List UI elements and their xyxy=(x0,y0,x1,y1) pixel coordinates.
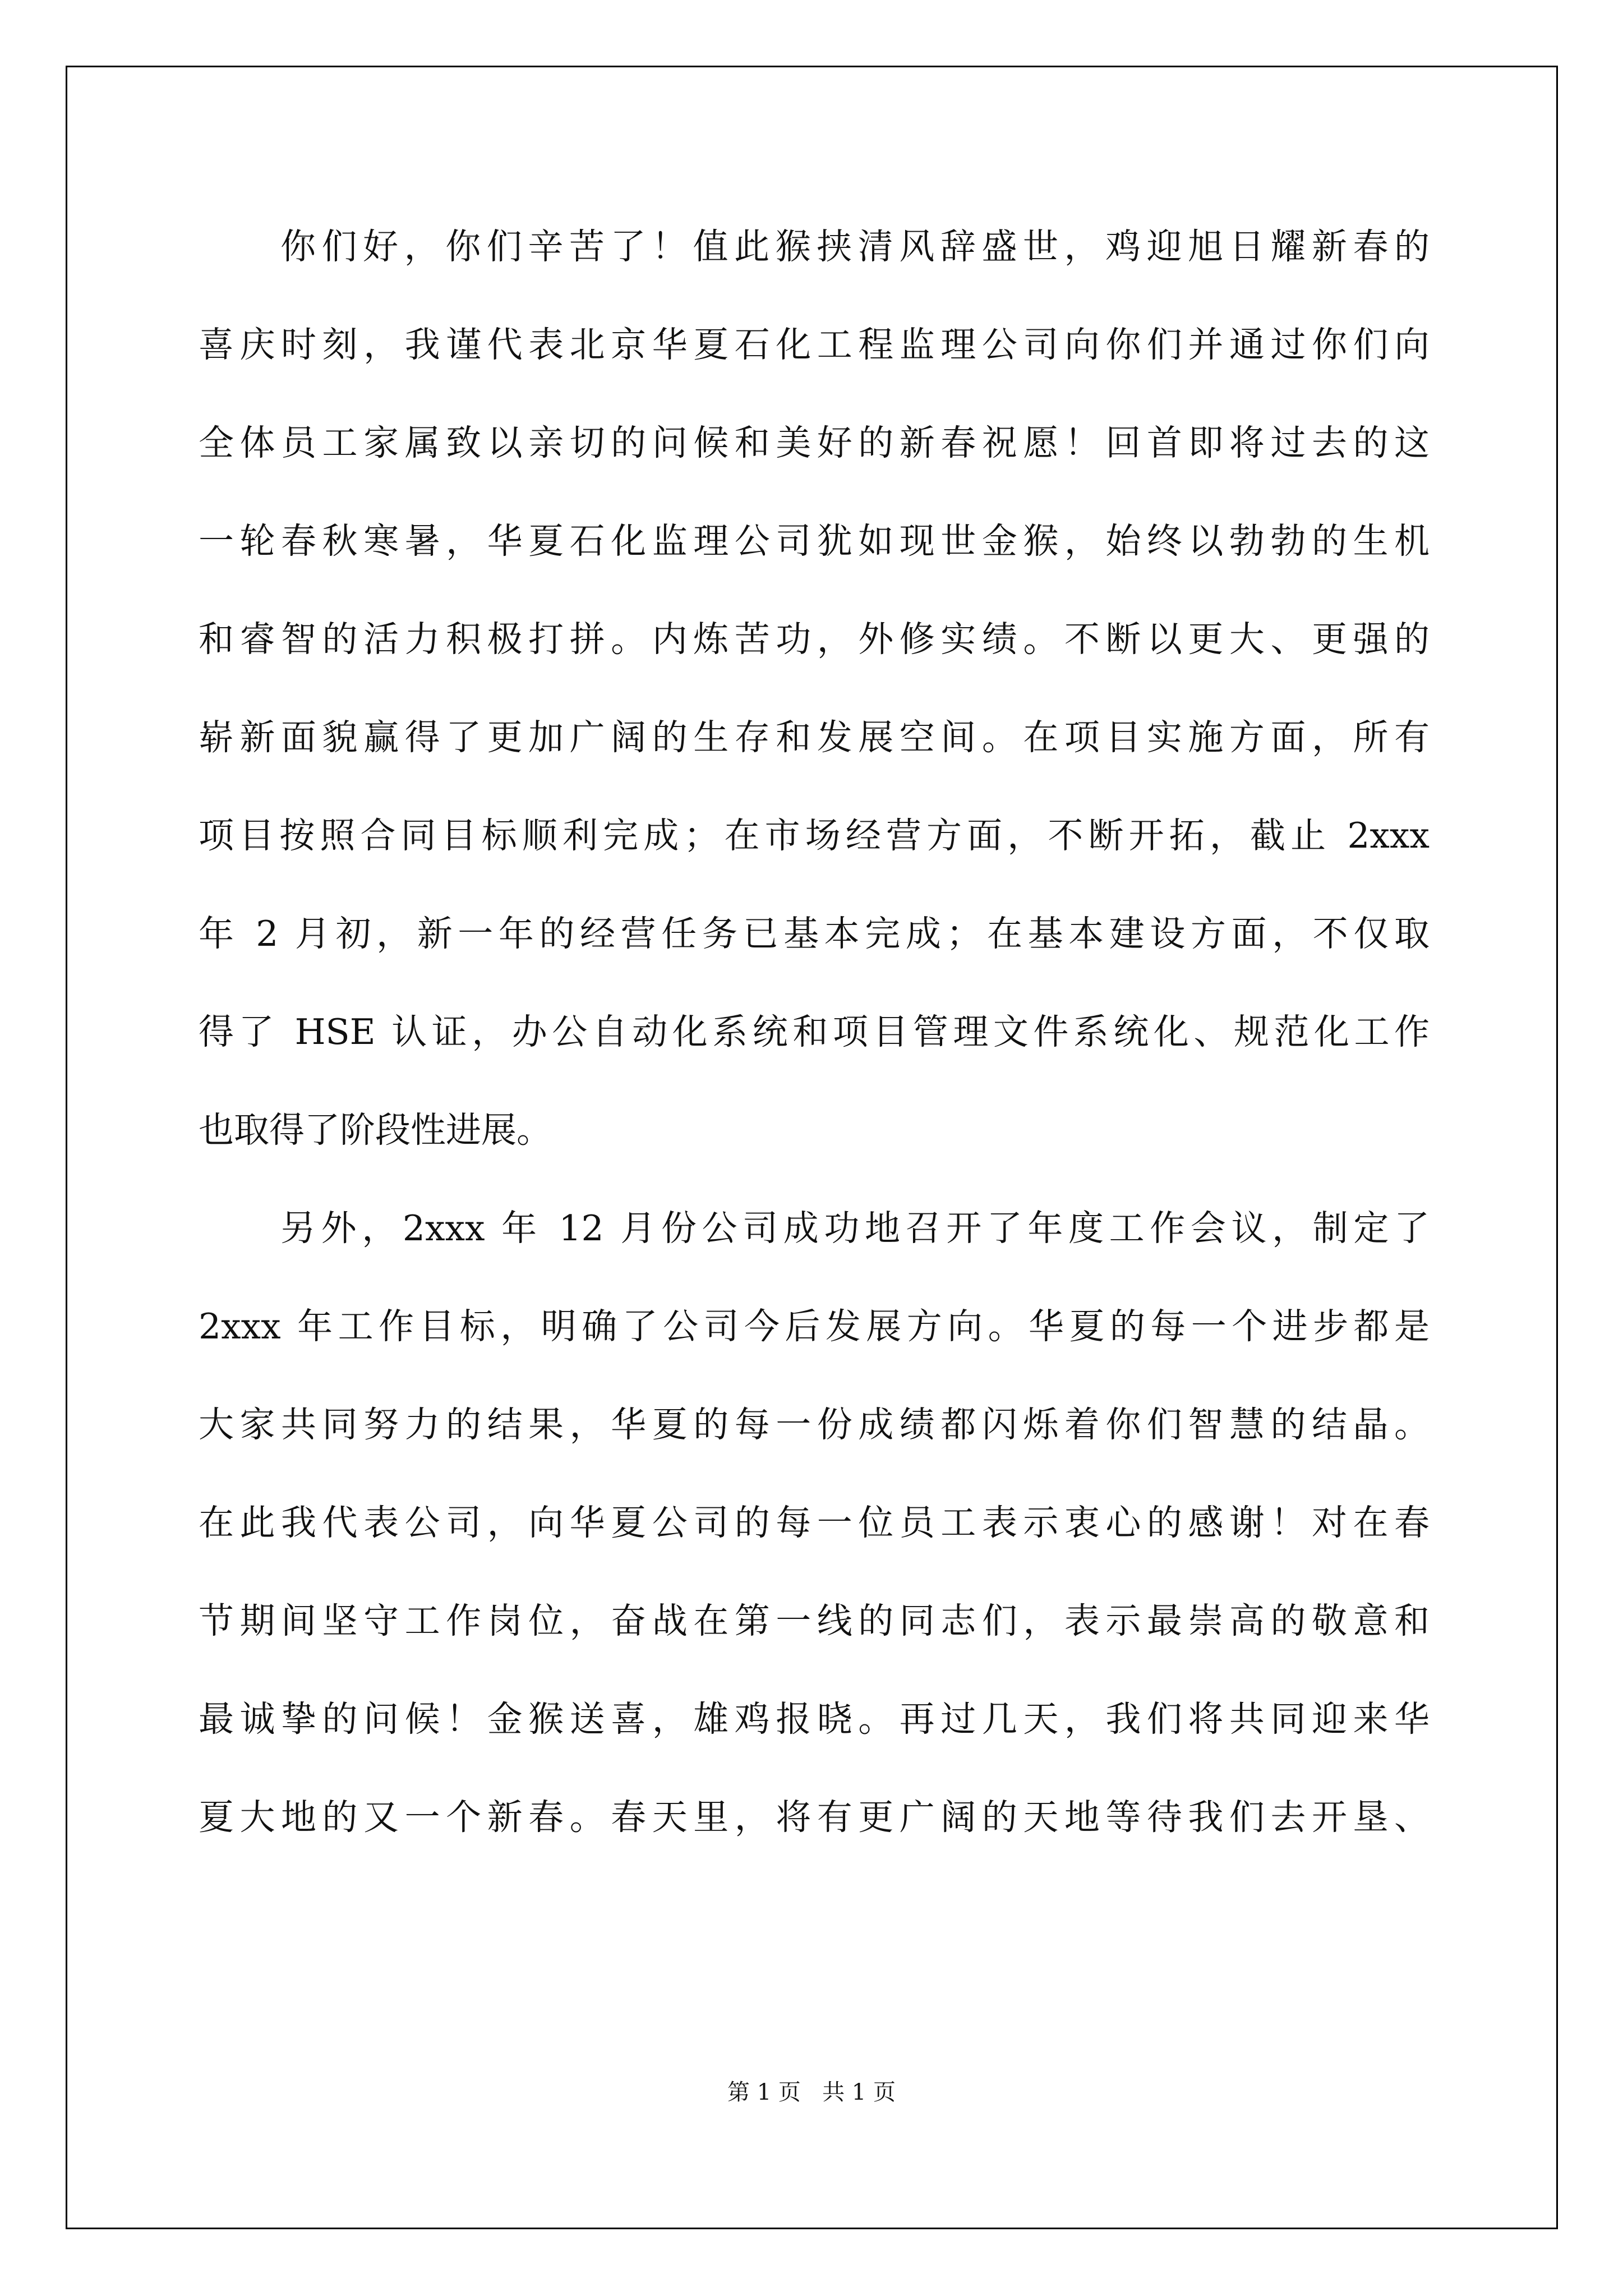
paragraph-2-line-4: 在此我代表公司，向华夏公司的每一位员工表示衷心的感谢！对在春 xyxy=(199,1502,1430,1543)
paragraph-2-line-1: 另外，2xxx 年 12 月份公司成功地召开了年度工作会议，制定了 xyxy=(280,1208,1430,1249)
paragraph-1-line-5: 和睿智的活力积极打拼。内炼苦功，外修实绩。不断以更大、更强的 xyxy=(199,619,1430,660)
paragraph-2-line-7: 夏大地的又一个新春。春天里，将有更广阔的天地等待我们去开垦、 xyxy=(199,1797,1430,1838)
paragraph-1-line-4: 一轮春秋寒暑，华夏石化监理公司犹如现世金猴，始终以勃勃的生机 xyxy=(199,521,1430,562)
paragraph-1-line-8: 年 2 月初，新一年的经营任务已基本完成；在基本建设方面，不仅取 xyxy=(199,913,1430,954)
paragraph-1-line-9: 得了 HSE 认证，办公自动化系统和项目管理文件系统化、规范化工作 xyxy=(199,1011,1430,1052)
paragraph-2-line-5: 节期间坚守工作岗位，奋战在第一线的同志们，表示最崇高的敬意和 xyxy=(199,1600,1430,1641)
paragraph-1-line-3: 全体员工家属致以亲切的问候和美好的新春祝愿！回首即将过去的这 xyxy=(199,422,1430,463)
paragraph-2-line-6: 最诚挚的问候！金猴送喜，雄鸡报晓。再过几天，我们将共同迎来华 xyxy=(199,1699,1430,1740)
paragraph-1-line-2: 喜庆时刻，我谨代表北京华夏石化工程监理公司向你们并通过你们向 xyxy=(199,324,1430,365)
paragraph-1-line-6: 崭新面貌赢得了更加广阔的生存和发展空间。在项目实施方面，所有 xyxy=(199,717,1430,758)
paragraph-1-line-10: 也取得了阶段性进展。 xyxy=(199,1110,552,1151)
page-footer: 第 1 页 共 1 页 xyxy=(727,2079,896,2105)
paragraph-1-line-1: 你们好，你们辛苦了！值此猴挟清风辞盛世，鸡迎旭日耀新春的 xyxy=(280,226,1430,267)
paragraph-2-line-2: 2xxx 年工作目标，明确了公司今后发展方向。华夏的每一个进步都是 xyxy=(199,1306,1430,1347)
paragraph-2-line-3: 大家共同努力的结果，华夏的每一份成绩都闪烁着你们智慧的结晶。 xyxy=(199,1404,1430,1445)
paragraph-1-line-7: 项目按照合同目标顺利完成；在市场经营方面，不断开拓，截止 2xxx xyxy=(199,815,1430,856)
